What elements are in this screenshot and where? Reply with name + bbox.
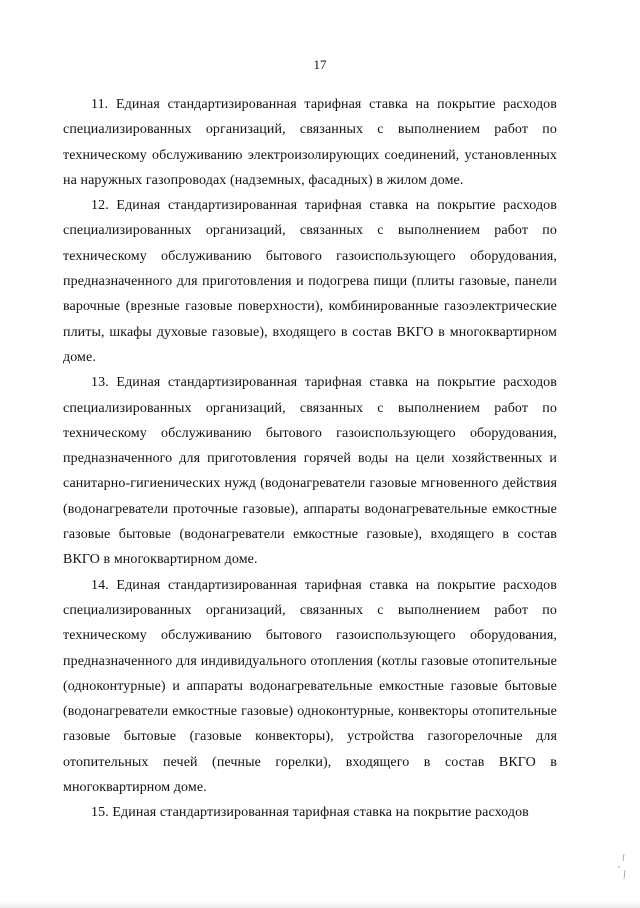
document-body [63, 92, 557, 826]
page-number: 17 [313, 57, 327, 72]
scan-artifact [614, 852, 628, 882]
paragraph-11: 11. Единая стандартизированная тарифная ставка на покрытие расходов специализированных организаций, связанных с выполнением работ по техническому обслуживанию электроизолирующих соединений, установленных на наружных газопроводах (надземных, фасадных) в жилом доме. [63, 97, 557, 188]
paragraph-15: 15. Единая стандартизированная тарифная ставка на покрытие расходов [91, 805, 529, 821]
paragraph-13: 13. Единая стандартизированная тарифная ставка на покрытие расходов специализированных организаций, связанных с выполнением работ по техническому обслуживанию бытового газоиспользующего оборудования, предназначенного для приготовления горячей воды на цели хозяйственных и санитарно-гигиенических нужд (водонагреватели газовые мгновенного действия (водонагреватели проточные газовые), аппараты водонагревательные емкостные газовые бытовые (водонагреватели емкостные газовые), входящего в состав ВКГО в многоквартирном доме. [63, 375, 557, 568]
paragraph-12: 12. Единая стандартизированная тарифная ставка на покрытие расходов специализированных организаций, связанных с выполнением работ по техническому обслуживанию бытового газоиспользующего оборудования, предназначенного для приготовления и подогрева пищи (плиты газовые, панели варочные (врезные газовые поверхности), комбинированные газоэлектрические плиты, шкафы духовые газовые), входящего в состав ВКГО в многоквартирном доме. [63, 198, 557, 365]
paragraph-14: 14. Единая стандартизированная тарифная ставка на покрытие расходов специализированных организаций, связанных с выполнением работ по техническому обслуживанию бытового газоиспользующего оборудования, предназначенного для индивидуального отопления (котлы газовые отопительные (одноконтурные) и аппараты водонагревательные емкостные газовые бытовые (водонагреватели емкостные газовые) одноконтурные, конвекторы отопительные газовые бытовые (газовые конвекторы), устройства газогорелочные для отопительных печей (печные горелки), входящего в состав ВКГО в многоквартирном доме. [63, 577, 557, 796]
scan-bottom-edge [0, 902, 640, 908]
